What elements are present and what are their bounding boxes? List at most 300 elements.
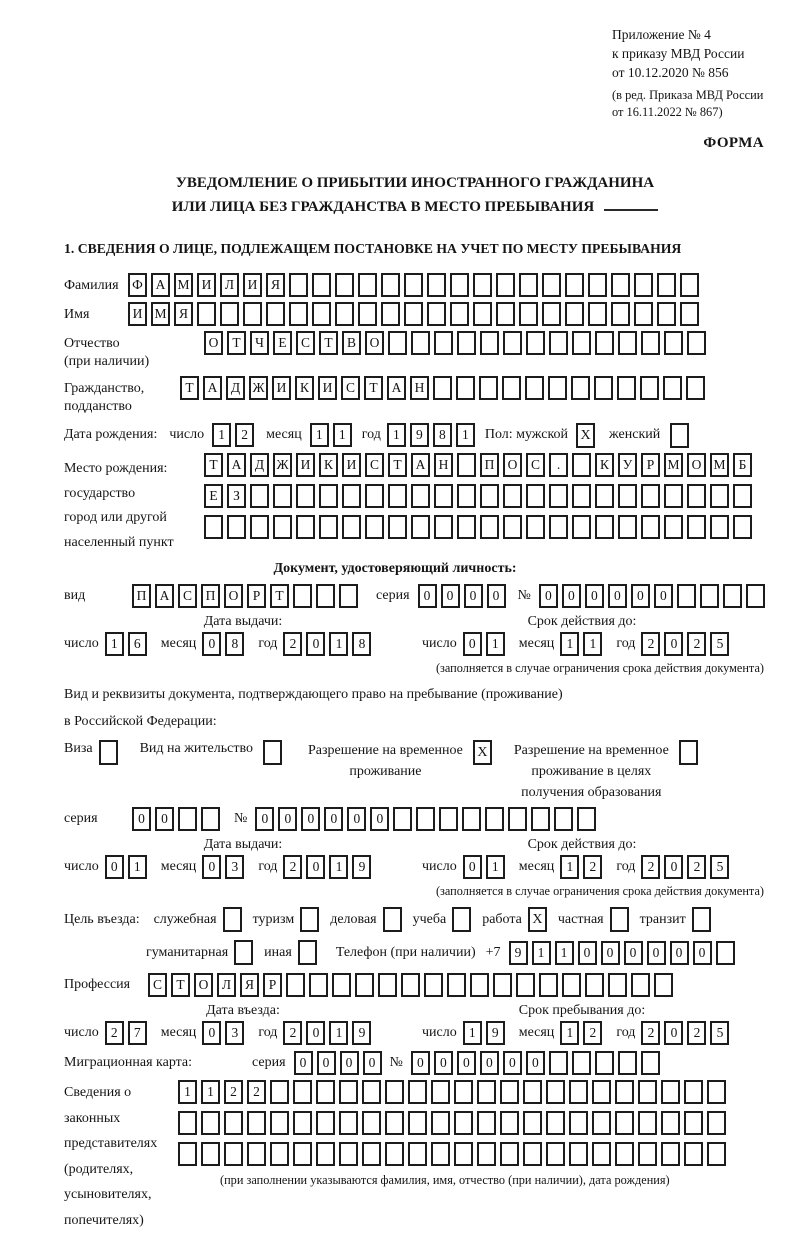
- char-box[interactable]: 0: [340, 1051, 359, 1075]
- char-box[interactable]: [733, 484, 752, 508]
- char-box[interactable]: [565, 302, 584, 326]
- char-box[interactable]: [638, 1080, 657, 1104]
- char-box[interactable]: Р: [247, 584, 266, 608]
- char-box[interactable]: Я: [174, 302, 193, 326]
- char-box[interactable]: [457, 515, 476, 539]
- char-box[interactable]: [523, 1111, 542, 1135]
- char-box[interactable]: [342, 484, 361, 508]
- char-box[interactable]: [339, 1111, 358, 1135]
- char-box[interactable]: 7: [128, 1021, 147, 1045]
- char-box[interactable]: 3: [225, 855, 244, 879]
- char-box[interactable]: 8: [352, 632, 371, 656]
- char-box[interactable]: [502, 376, 521, 400]
- char-box[interactable]: [608, 973, 627, 997]
- char-box[interactable]: 0: [647, 941, 666, 965]
- char-box[interactable]: [664, 515, 683, 539]
- char-box[interactable]: 0: [480, 1051, 499, 1075]
- char-box[interactable]: [247, 1111, 266, 1135]
- char-box[interactable]: Б: [733, 453, 752, 477]
- char-box[interactable]: [385, 1111, 404, 1135]
- char-box[interactable]: [710, 515, 729, 539]
- char-box[interactable]: [554, 807, 573, 831]
- char-box[interactable]: 1: [560, 1021, 579, 1045]
- char-box[interactable]: П: [132, 584, 151, 608]
- char-box[interactable]: [319, 515, 338, 539]
- char-box[interactable]: [404, 273, 423, 297]
- char-box[interactable]: [335, 302, 354, 326]
- char-box[interactable]: К: [295, 376, 314, 400]
- char-box[interactable]: И: [342, 453, 361, 477]
- char-box[interactable]: [615, 1080, 634, 1104]
- purpose-other-checkbox[interactable]: [298, 940, 317, 965]
- char-box[interactable]: 5: [710, 1021, 729, 1045]
- char-box[interactable]: [450, 302, 469, 326]
- char-box[interactable]: [201, 1111, 220, 1135]
- purpose-tourism-checkbox[interactable]: [300, 907, 319, 932]
- char-box[interactable]: 1: [310, 423, 329, 447]
- char-box[interactable]: Д: [226, 376, 245, 400]
- char-box[interactable]: [243, 302, 262, 326]
- char-box[interactable]: 5: [710, 632, 729, 656]
- char-box[interactable]: 1: [583, 632, 602, 656]
- char-box[interactable]: [526, 515, 545, 539]
- char-box[interactable]: [617, 376, 636, 400]
- char-box[interactable]: [411, 515, 430, 539]
- char-box[interactable]: 9: [410, 423, 429, 447]
- char-box[interactable]: З: [227, 484, 246, 508]
- char-box[interactable]: [569, 1142, 588, 1166]
- char-box[interactable]: [470, 973, 489, 997]
- char-box[interactable]: [503, 484, 522, 508]
- char-box[interactable]: 0: [306, 1021, 325, 1045]
- temp-residence-edu-checkbox[interactable]: [679, 740, 698, 765]
- char-box[interactable]: [569, 1111, 588, 1135]
- char-box[interactable]: [227, 515, 246, 539]
- char-box[interactable]: [339, 1080, 358, 1104]
- char-box[interactable]: 2: [641, 855, 660, 879]
- char-box[interactable]: С: [341, 376, 360, 400]
- char-box[interactable]: К: [319, 453, 338, 477]
- char-box[interactable]: [358, 302, 377, 326]
- char-box[interactable]: [571, 376, 590, 400]
- char-box[interactable]: [250, 515, 269, 539]
- char-box[interactable]: 0: [317, 1051, 336, 1075]
- char-box[interactable]: О: [194, 973, 213, 997]
- char-box[interactable]: 0: [347, 807, 366, 831]
- char-box[interactable]: 8: [225, 632, 244, 656]
- char-box[interactable]: [480, 331, 499, 355]
- char-box[interactable]: 1: [128, 855, 147, 879]
- char-box[interactable]: [439, 807, 458, 831]
- char-box[interactable]: [500, 1080, 519, 1104]
- char-box[interactable]: [450, 273, 469, 297]
- char-box[interactable]: 0: [539, 584, 558, 608]
- char-box[interactable]: [549, 1051, 568, 1075]
- char-box[interactable]: [493, 973, 512, 997]
- char-box[interactable]: Т: [319, 331, 338, 355]
- residence-permit-checkbox[interactable]: [263, 740, 282, 765]
- char-box[interactable]: [457, 453, 476, 477]
- char-box[interactable]: [388, 515, 407, 539]
- char-box[interactable]: И: [128, 302, 147, 326]
- char-box[interactable]: А: [151, 273, 170, 297]
- char-box[interactable]: [687, 515, 706, 539]
- char-box[interactable]: [654, 973, 673, 997]
- char-box[interactable]: [462, 807, 481, 831]
- char-box[interactable]: [503, 515, 522, 539]
- purpose-study-checkbox[interactable]: [452, 907, 471, 932]
- char-box[interactable]: [362, 1111, 381, 1135]
- char-box[interactable]: 0: [155, 807, 174, 831]
- char-box[interactable]: Ф: [128, 273, 147, 297]
- char-box[interactable]: [408, 1111, 427, 1135]
- char-box[interactable]: 1: [333, 423, 352, 447]
- char-box[interactable]: О: [204, 331, 223, 355]
- char-box[interactable]: [634, 302, 653, 326]
- char-box[interactable]: [508, 807, 527, 831]
- char-box[interactable]: С: [365, 453, 384, 477]
- char-box[interactable]: С: [178, 584, 197, 608]
- char-box[interactable]: 2: [687, 1021, 706, 1045]
- char-box[interactable]: [686, 376, 705, 400]
- char-box[interactable]: [480, 515, 499, 539]
- char-box[interactable]: 0: [306, 855, 325, 879]
- char-box[interactable]: [663, 376, 682, 400]
- char-box[interactable]: [434, 331, 453, 355]
- char-box[interactable]: [562, 973, 581, 997]
- char-box[interactable]: Я: [266, 273, 285, 297]
- char-box[interactable]: 9: [352, 855, 371, 879]
- char-box[interactable]: [657, 302, 676, 326]
- char-box[interactable]: [618, 484, 637, 508]
- char-box[interactable]: П: [480, 453, 499, 477]
- char-box[interactable]: 0: [654, 584, 673, 608]
- char-box[interactable]: Е: [273, 331, 292, 355]
- char-box[interactable]: 0: [132, 807, 151, 831]
- char-box[interactable]: 2: [583, 1021, 602, 1045]
- char-box[interactable]: [247, 1142, 266, 1166]
- char-box[interactable]: [319, 484, 338, 508]
- char-box[interactable]: [270, 1080, 289, 1104]
- char-box[interactable]: Д: [250, 453, 269, 477]
- char-box[interactable]: 2: [105, 1021, 124, 1045]
- char-box[interactable]: .: [549, 453, 568, 477]
- char-box[interactable]: [434, 484, 453, 508]
- char-box[interactable]: [641, 1051, 660, 1075]
- char-box[interactable]: [615, 1142, 634, 1166]
- char-box[interactable]: [664, 331, 683, 355]
- char-box[interactable]: Н: [434, 453, 453, 477]
- char-box[interactable]: [388, 331, 407, 355]
- char-box[interactable]: [710, 484, 729, 508]
- char-box[interactable]: Т: [180, 376, 199, 400]
- char-box[interactable]: 1: [212, 423, 231, 447]
- char-box[interactable]: [381, 273, 400, 297]
- char-box[interactable]: 2: [687, 632, 706, 656]
- char-box[interactable]: [365, 515, 384, 539]
- char-box[interactable]: [526, 484, 545, 508]
- char-box[interactable]: Я: [240, 973, 259, 997]
- char-box[interactable]: [680, 302, 699, 326]
- char-box[interactable]: [516, 973, 535, 997]
- char-box[interactable]: 0: [601, 941, 620, 965]
- char-box[interactable]: [595, 484, 614, 508]
- char-box[interactable]: [531, 807, 550, 831]
- char-box[interactable]: [618, 1051, 637, 1075]
- char-box[interactable]: Л: [217, 973, 236, 997]
- char-box[interactable]: 0: [526, 1051, 545, 1075]
- char-box[interactable]: 2: [247, 1080, 266, 1104]
- char-box[interactable]: [270, 1142, 289, 1166]
- char-box[interactable]: 1: [560, 632, 579, 656]
- char-box[interactable]: [640, 376, 659, 400]
- char-box[interactable]: [592, 1080, 611, 1104]
- char-box[interactable]: [716, 941, 735, 965]
- char-box[interactable]: 0: [363, 1051, 382, 1075]
- char-box[interactable]: [339, 584, 358, 608]
- purpose-business-checkbox[interactable]: [383, 907, 402, 932]
- char-box[interactable]: Ж: [273, 453, 292, 477]
- char-box[interactable]: [408, 1080, 427, 1104]
- char-box[interactable]: 0: [670, 941, 689, 965]
- char-box[interactable]: 0: [202, 855, 221, 879]
- char-box[interactable]: [293, 1142, 312, 1166]
- char-box[interactable]: 3: [225, 1021, 244, 1045]
- char-box[interactable]: [677, 584, 696, 608]
- char-box[interactable]: Р: [641, 453, 660, 477]
- char-box[interactable]: [661, 1111, 680, 1135]
- char-box[interactable]: 0: [664, 1021, 683, 1045]
- char-box[interactable]: 2: [687, 855, 706, 879]
- char-box[interactable]: 0: [294, 1051, 313, 1075]
- char-box[interactable]: 0: [441, 584, 460, 608]
- char-box[interactable]: [707, 1142, 726, 1166]
- char-box[interactable]: [485, 807, 504, 831]
- char-box[interactable]: [565, 273, 584, 297]
- purpose-private-checkbox[interactable]: [610, 907, 629, 932]
- purpose-transit-checkbox[interactable]: [692, 907, 711, 932]
- char-box[interactable]: [542, 302, 561, 326]
- char-box[interactable]: 0: [585, 584, 604, 608]
- char-box[interactable]: [431, 1111, 450, 1135]
- char-box[interactable]: [526, 331, 545, 355]
- char-box[interactable]: [684, 1142, 703, 1166]
- char-box[interactable]: Т: [227, 331, 246, 355]
- char-box[interactable]: [408, 1142, 427, 1166]
- char-box[interactable]: 0: [411, 1051, 430, 1075]
- char-box[interactable]: Л: [220, 273, 239, 297]
- char-box[interactable]: 0: [608, 584, 627, 608]
- char-box[interactable]: [707, 1080, 726, 1104]
- char-box[interactable]: [641, 515, 660, 539]
- char-box[interactable]: [631, 973, 650, 997]
- char-box[interactable]: [595, 1051, 614, 1075]
- char-box[interactable]: [525, 376, 544, 400]
- char-box[interactable]: [270, 1111, 289, 1135]
- char-box[interactable]: [342, 515, 361, 539]
- char-box[interactable]: [411, 484, 430, 508]
- char-box[interactable]: [661, 1142, 680, 1166]
- char-box[interactable]: О: [365, 331, 384, 355]
- char-box[interactable]: [572, 515, 591, 539]
- char-box[interactable]: [542, 273, 561, 297]
- char-box[interactable]: [572, 453, 591, 477]
- char-box[interactable]: [293, 1111, 312, 1135]
- char-box[interactable]: Т: [270, 584, 289, 608]
- char-box[interactable]: [224, 1111, 243, 1135]
- char-box[interactable]: [618, 331, 637, 355]
- char-box[interactable]: [358, 273, 377, 297]
- char-box[interactable]: [381, 302, 400, 326]
- char-box[interactable]: 1: [329, 1021, 348, 1045]
- char-box[interactable]: [204, 515, 223, 539]
- char-box[interactable]: [546, 1111, 565, 1135]
- char-box[interactable]: Т: [204, 453, 223, 477]
- char-box[interactable]: [480, 484, 499, 508]
- char-box[interactable]: 2: [583, 855, 602, 879]
- char-box[interactable]: 2: [641, 632, 660, 656]
- purpose-humanitarian-checkbox[interactable]: [234, 940, 253, 965]
- char-box[interactable]: [684, 1080, 703, 1104]
- char-box[interactable]: 0: [255, 807, 274, 831]
- char-box[interactable]: [385, 1142, 404, 1166]
- char-box[interactable]: [641, 484, 660, 508]
- char-box[interactable]: [546, 1080, 565, 1104]
- char-box[interactable]: [434, 515, 453, 539]
- char-box[interactable]: 1: [486, 632, 505, 656]
- char-box[interactable]: [477, 1080, 496, 1104]
- char-box[interactable]: [289, 273, 308, 297]
- char-box[interactable]: 0: [664, 632, 683, 656]
- char-box[interactable]: Ж: [249, 376, 268, 400]
- char-box[interactable]: [523, 1142, 542, 1166]
- char-box[interactable]: 1: [532, 941, 551, 965]
- char-box[interactable]: 9: [352, 1021, 371, 1045]
- char-box[interactable]: [316, 1142, 335, 1166]
- char-box[interactable]: А: [227, 453, 246, 477]
- char-box[interactable]: 2: [641, 1021, 660, 1045]
- char-box[interactable]: [523, 1080, 542, 1104]
- char-box[interactable]: 2: [224, 1080, 243, 1104]
- char-box[interactable]: 0: [464, 584, 483, 608]
- char-box[interactable]: [618, 515, 637, 539]
- char-box[interactable]: Т: [388, 453, 407, 477]
- char-box[interactable]: [680, 273, 699, 297]
- char-box[interactable]: [316, 1111, 335, 1135]
- char-box[interactable]: М: [710, 453, 729, 477]
- char-box[interactable]: [197, 302, 216, 326]
- char-box[interactable]: А: [203, 376, 222, 400]
- char-box[interactable]: [661, 1080, 680, 1104]
- char-box[interactable]: [473, 302, 492, 326]
- char-box[interactable]: [595, 515, 614, 539]
- char-box[interactable]: М: [151, 302, 170, 326]
- char-box[interactable]: [332, 973, 351, 997]
- char-box[interactable]: 0: [631, 584, 650, 608]
- char-box[interactable]: [316, 1080, 335, 1104]
- char-box[interactable]: [588, 302, 607, 326]
- char-box[interactable]: [549, 484, 568, 508]
- char-box[interactable]: [401, 973, 420, 997]
- char-box[interactable]: [201, 807, 220, 831]
- char-box[interactable]: [641, 331, 660, 355]
- char-box[interactable]: [548, 376, 567, 400]
- char-box[interactable]: 1: [201, 1080, 220, 1104]
- char-box[interactable]: 0: [202, 1021, 221, 1045]
- char-box[interactable]: [638, 1111, 657, 1135]
- char-box[interactable]: [393, 807, 412, 831]
- char-box[interactable]: П: [201, 584, 220, 608]
- char-box[interactable]: [546, 1142, 565, 1166]
- char-box[interactable]: 0: [457, 1051, 476, 1075]
- char-box[interactable]: 2: [283, 855, 302, 879]
- char-box[interactable]: И: [296, 453, 315, 477]
- char-box[interactable]: [220, 302, 239, 326]
- char-box[interactable]: [312, 273, 331, 297]
- char-box[interactable]: [293, 584, 312, 608]
- purpose-official-checkbox[interactable]: [223, 907, 242, 932]
- char-box[interactable]: О: [224, 584, 243, 608]
- char-box[interactable]: [427, 273, 446, 297]
- char-box[interactable]: [454, 1111, 473, 1135]
- char-box[interactable]: [424, 973, 443, 997]
- char-box[interactable]: 1: [555, 941, 574, 965]
- char-box[interactable]: 0: [202, 632, 221, 656]
- char-box[interactable]: 1: [178, 1080, 197, 1104]
- char-box[interactable]: 0: [306, 632, 325, 656]
- char-box[interactable]: [611, 273, 630, 297]
- char-box[interactable]: [365, 484, 384, 508]
- char-box[interactable]: [289, 302, 308, 326]
- char-box[interactable]: 0: [664, 855, 683, 879]
- char-box[interactable]: [457, 331, 476, 355]
- char-box[interactable]: [594, 376, 613, 400]
- char-box[interactable]: [496, 273, 515, 297]
- female-checkbox[interactable]: [670, 423, 689, 448]
- char-box[interactable]: 0: [578, 941, 597, 965]
- char-box[interactable]: [595, 331, 614, 355]
- char-box[interactable]: [592, 1142, 611, 1166]
- char-box[interactable]: [572, 1051, 591, 1075]
- char-box[interactable]: [178, 1142, 197, 1166]
- char-box[interactable]: О: [503, 453, 522, 477]
- char-box[interactable]: [585, 973, 604, 997]
- char-box[interactable]: В: [342, 331, 361, 355]
- char-box[interactable]: [687, 331, 706, 355]
- visa-checkbox[interactable]: [99, 740, 118, 765]
- char-box[interactable]: [286, 973, 305, 997]
- char-box[interactable]: 1: [105, 632, 124, 656]
- char-box[interactable]: А: [387, 376, 406, 400]
- char-box[interactable]: [454, 1142, 473, 1166]
- char-box[interactable]: [592, 1111, 611, 1135]
- char-box[interactable]: Е: [204, 484, 223, 508]
- char-box[interactable]: [473, 273, 492, 297]
- char-box[interactable]: 9: [486, 1021, 505, 1045]
- char-box[interactable]: [362, 1080, 381, 1104]
- char-box[interactable]: [519, 302, 538, 326]
- char-box[interactable]: И: [197, 273, 216, 297]
- char-box[interactable]: [293, 1080, 312, 1104]
- char-box[interactable]: [615, 1111, 634, 1135]
- char-box[interactable]: [569, 1080, 588, 1104]
- purpose-work-checkbox[interactable]: X: [528, 907, 547, 932]
- char-box[interactable]: [378, 973, 397, 997]
- char-box[interactable]: [296, 484, 315, 508]
- char-box[interactable]: [266, 302, 285, 326]
- char-box[interactable]: [664, 484, 683, 508]
- char-box[interactable]: [588, 273, 607, 297]
